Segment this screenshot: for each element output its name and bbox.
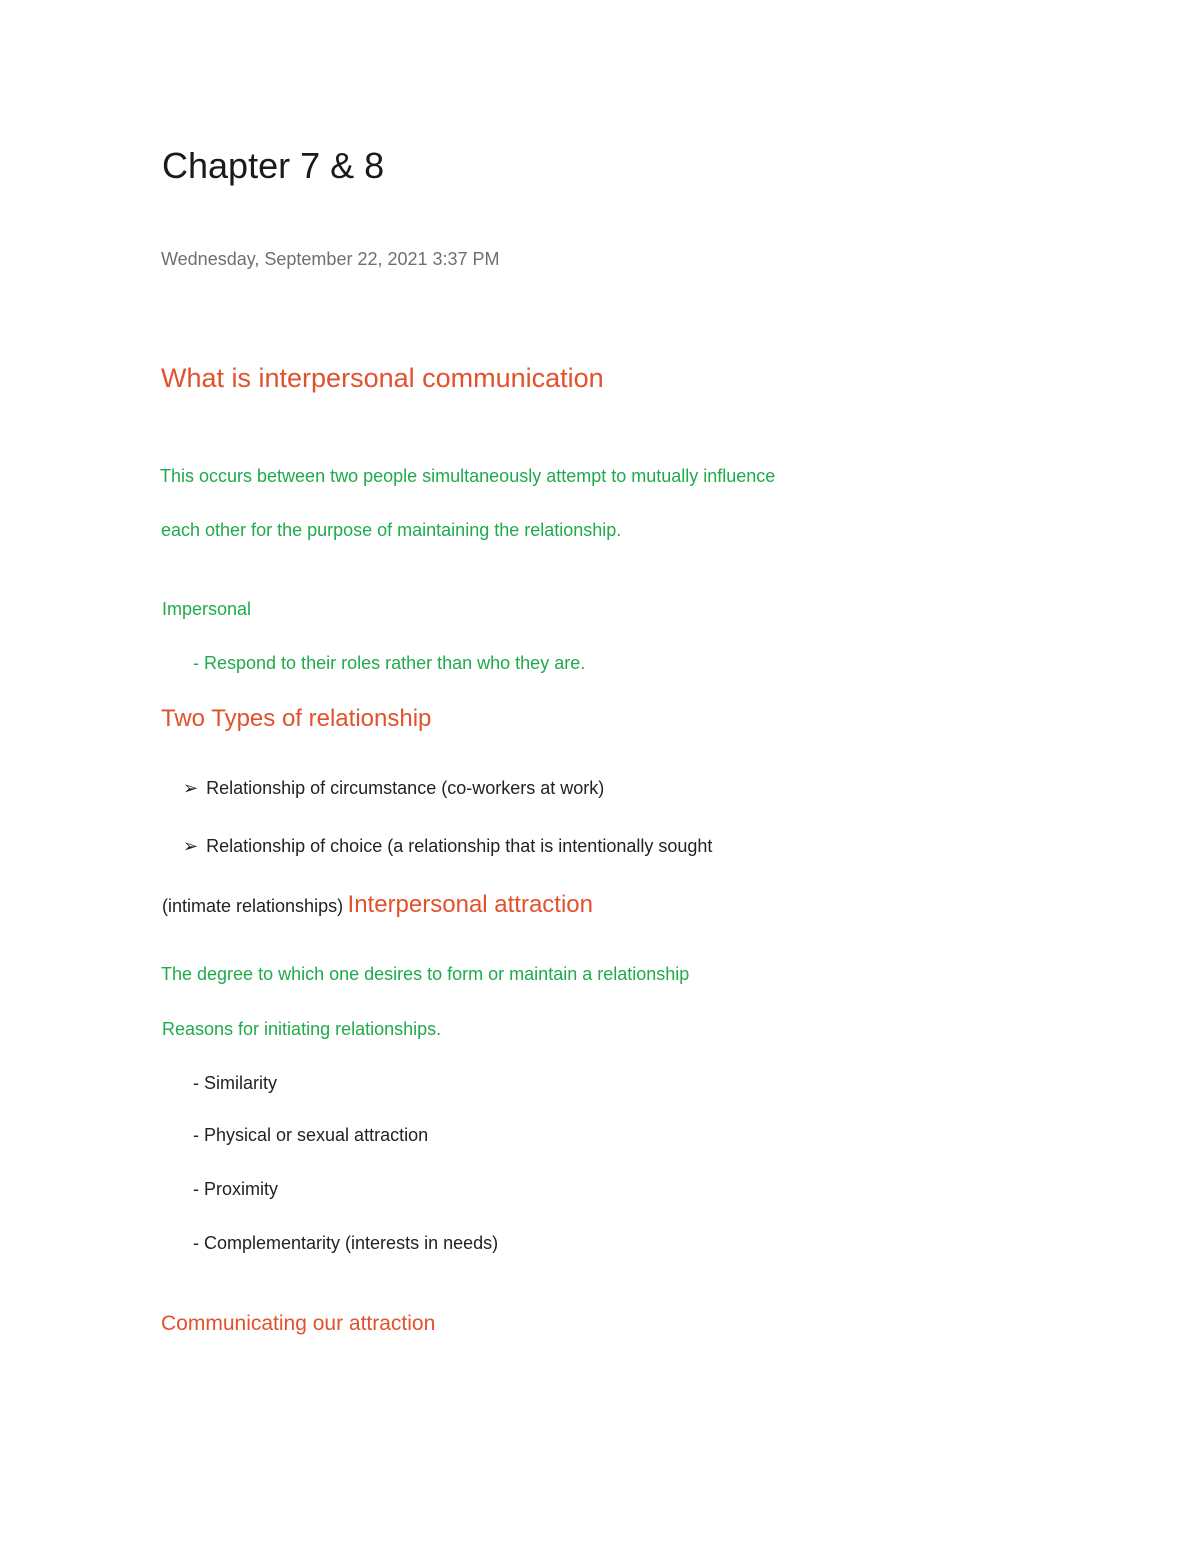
list-item: - Complementarity (interests in needs) <box>193 1233 499 1253</box>
list-item: - Physical or sexual attraction <box>193 1125 429 1145</box>
list-item: - Proximity <box>193 1179 278 1199</box>
heading-communicating-attraction: Communicating our attraction <box>161 1312 436 1335</box>
heading-interpersonal-attraction: Interpersonal attraction <box>347 891 594 918</box>
attraction-definition: The degree to which one desires to form or maintain a relationship <box>161 964 690 984</box>
list-item: - Similarity <box>193 1073 277 1093</box>
definition-line-1: This occurs between two people simultaneously attempt to mutually influence <box>160 466 776 486</box>
list-item <box>183 779 604 797</box>
reasons-label: Reasons for initiating relationships. <box>162 1019 442 1039</box>
page-title: Chapter 7 & 8 <box>162 145 385 186</box>
impersonal-point: - Respond to their roles rather than who they are. <box>193 653 586 673</box>
note-timestamp: Wednesday, September 22, 2021 3:37 PM <box>161 249 500 269</box>
heading-interpersonal-communication: What is interpersonal communication <box>161 363 604 393</box>
list-item-label: Relationship of circumstance (co-workers at work) <box>206 778 605 798</box>
impersonal-label: Impersonal <box>162 599 252 619</box>
list-item <box>183 837 712 855</box>
definition-line-2: each other for the purpose of maintaining the relationship. <box>161 520 622 540</box>
heading-relationship-types: Two Types of relationship <box>161 705 432 732</box>
relationship-continuation: (intimate relationships) <box>162 896 344 916</box>
list-item-label: Relationship of choice (a relationship that is intentionally sought <box>206 836 713 856</box>
arrow-bullet-icon: ➢ <box>183 778 199 798</box>
continuation-line <box>162 893 593 917</box>
arrow-bullet-icon: ➢ <box>183 836 199 856</box>
